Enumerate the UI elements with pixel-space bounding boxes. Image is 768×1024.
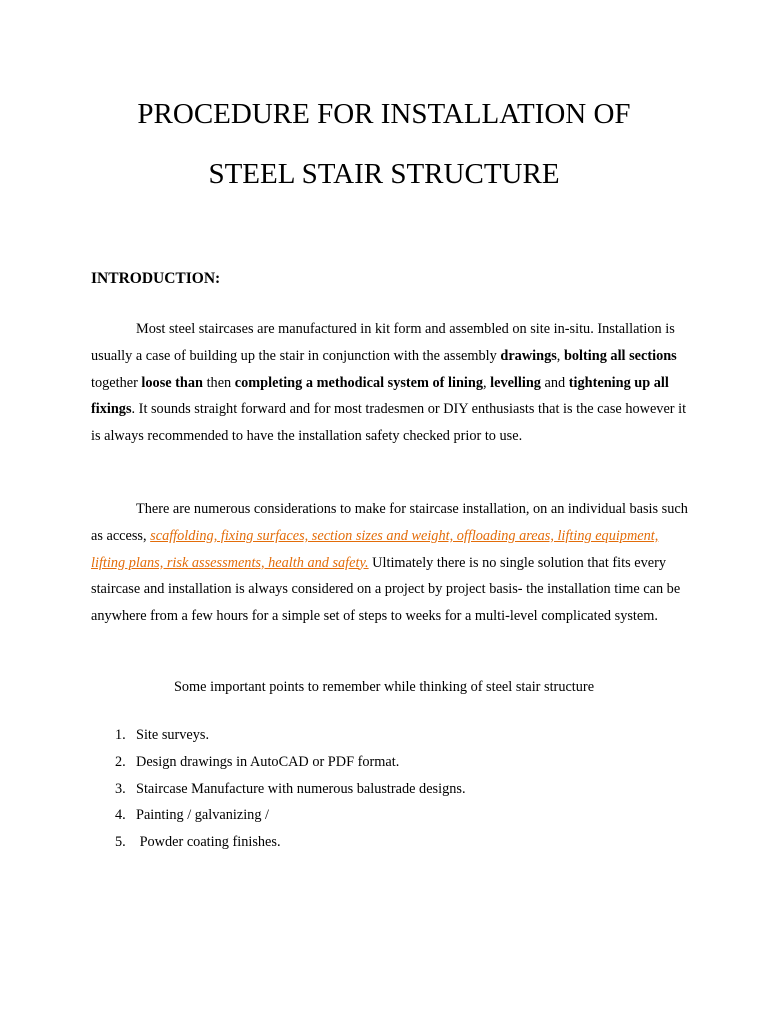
intro-paragraph-2 [91,496,691,630]
list-item-text: Powder coating finishes. [136,834,281,851]
p2-text-1: There are numerous considerations to make for staircase installation, on an individual basis such as access, [91,501,688,544]
list-item-text: Design drawings in AutoCAD or PDF format. [136,753,400,770]
intro-paragraph-1 [91,316,691,450]
considerations-link[interactable]: scaffolding, fixing surfaces, section sizes and weight, offloading areas, lifting equipment, lifting plans, risk assessments, health and safety. [91,527,659,571]
p1-text-2: , [556,347,564,364]
p1-bold-2: bolting all sections [563,347,677,364]
points-subtitle: Some important points to remember while thinking of steel stair structure [173,679,595,695]
list-item [91,776,466,803]
list-item-text: Staircase Manufacture with numerous balustrade designs. [136,780,466,797]
p1-text-4: then [203,374,235,391]
list-item-text: Painting / galvanizing / [136,807,270,824]
p1-bold-6: tightening up all fixings [91,374,669,418]
list-item [91,802,466,829]
list-item [91,722,466,749]
section-heading: INTRODUCTION: [91,270,221,287]
p1-bold-5: levelling [490,374,541,391]
list-item-number: 5. [115,834,126,851]
list-item [91,829,466,856]
p1-bold-1: drawings [500,347,557,364]
list-item-text: Site surveys. [136,727,210,743]
p1-text-5: , [482,374,491,391]
points-list [91,722,466,856]
p1-text-3: together [91,374,142,391]
p1-text-6: and [540,374,569,391]
list-item-number: 3. [115,780,126,797]
list-item-number: 2. [115,753,126,770]
list-item-number: 4. [115,807,126,824]
p1-bold-4: completing a methodical system of lining [234,374,483,391]
p1-text-1: Most steel staircases are manufactured in kit form and assembled on site in-situ. Installation is usually a case of building up the stair in conjunction with the assembly [91,321,675,364]
list-item [91,749,466,776]
title-line-2: STEEL STAIR STRUCTURE [208,158,560,190]
title-line-1: PROCEDURE FOR INSTALLATION OF [137,98,631,130]
document-title [0,84,768,204]
p2-text-2: Ultimately there is no single solution that fits every staircase and installation is always considered on a project by project basis- the installation time can be anywhere from a few hours for a simple set of steps to weeks for a multi-level complicated system. [91,554,681,625]
p1-bold-3: loose than [141,374,203,391]
p1-text-7: . It sounds straight forward and for most tradesmen or DIY enthusiasts that is the case however it is always recommended to have the installation safety checked prior to use. [91,401,687,445]
list-item-number: 1. [115,727,126,743]
